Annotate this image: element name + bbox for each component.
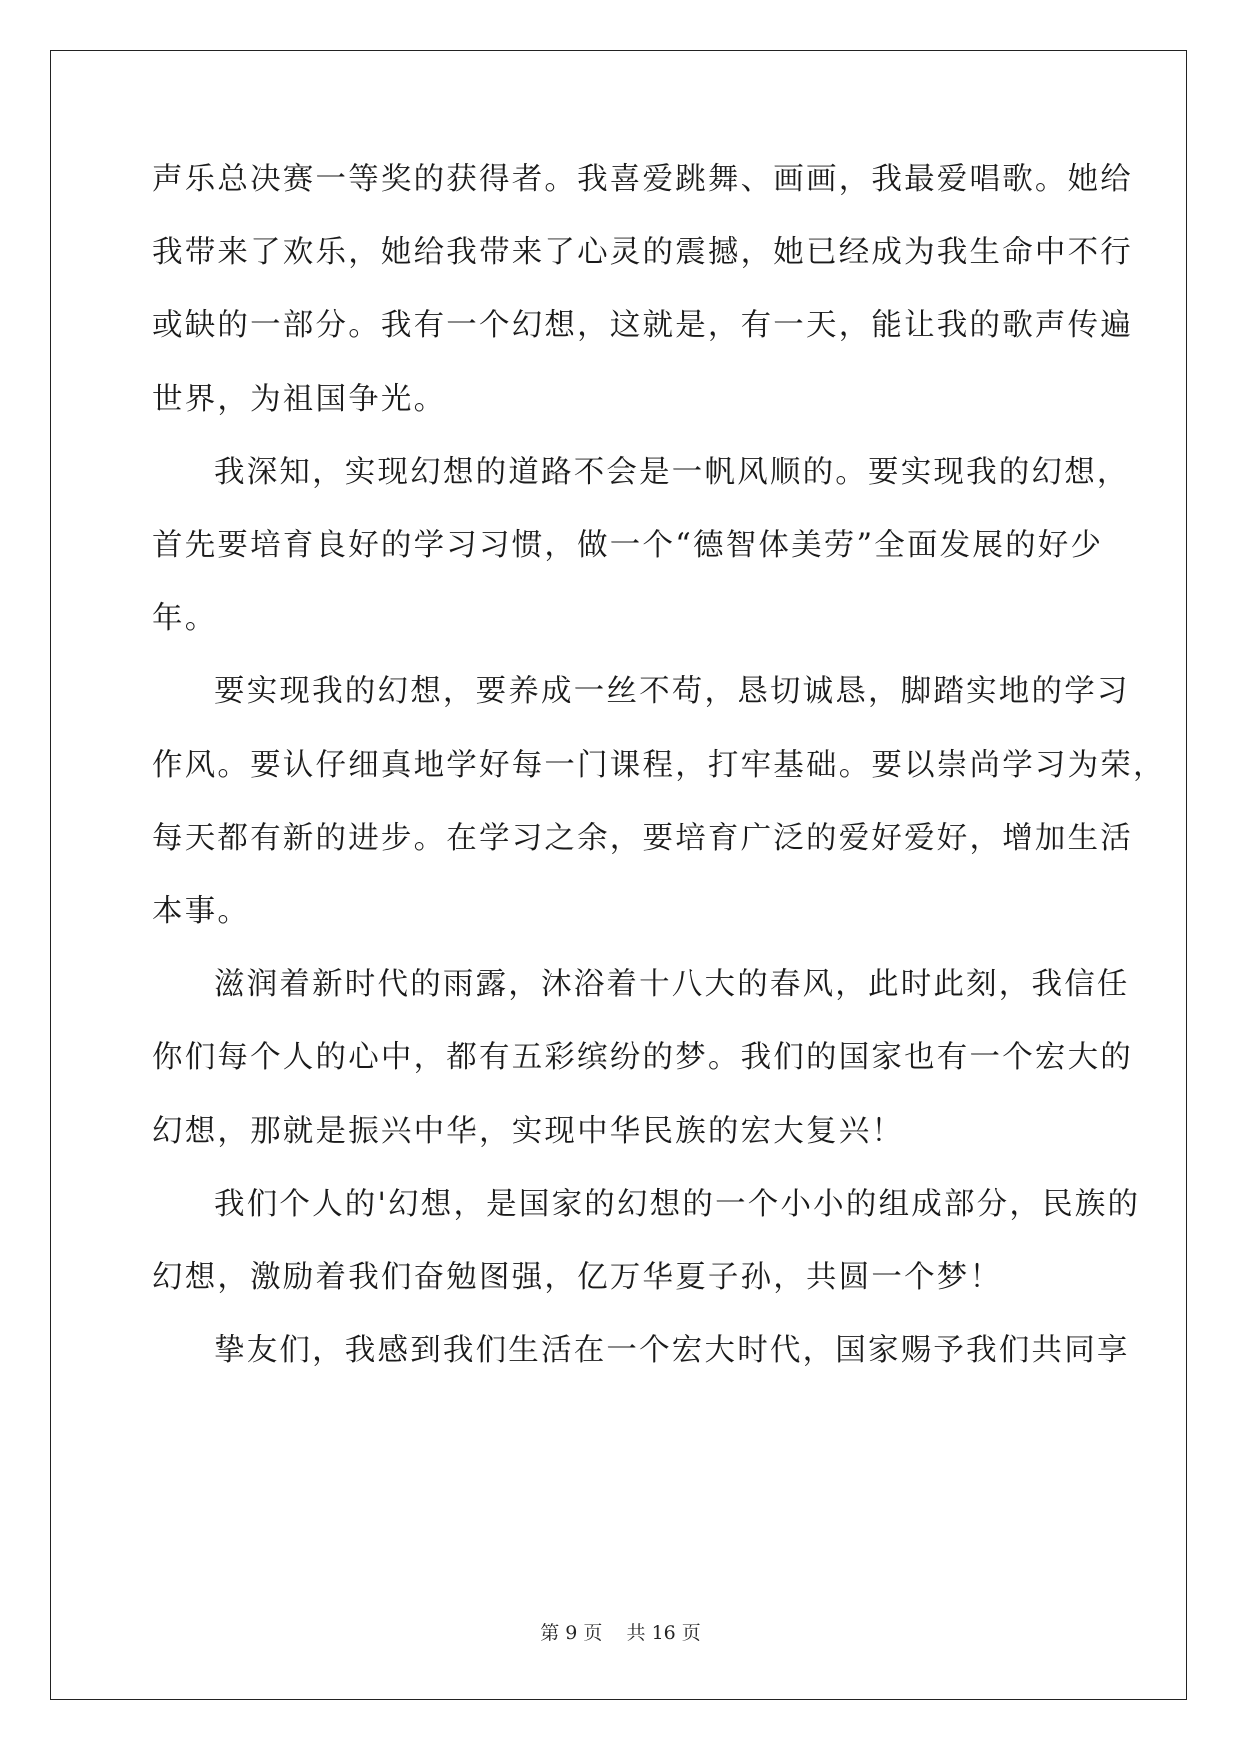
- text-line: 声乐总决赛一等奖的获得者。我喜爱跳舞、画画，我最爱唱歌。她给: [152, 162, 1133, 197]
- text-line: 幻想，那就是振兴中华，实现中华民族的宏大复兴！: [152, 1113, 905, 1149]
- text-line: 或缺的一部分。我有一个幻想，这就是，有一天，能让我的歌声传遍: [152, 308, 1133, 344]
- text-line: 本事。: [152, 894, 251, 929]
- text-line: 作风。要认仔细真地学好每一门课程，打牢基础。要以崇尚学习为荣，: [152, 747, 1166, 783]
- text-line: 滋润着新时代的雨露，沐浴着十八大的春风，此时此刻，我信任: [214, 967, 1130, 1003]
- text-line: 我带来了欢乐，她给我带来了心灵的震撼，她已经成为我生命中不行: [152, 235, 1133, 271]
- text-line: 首先要培育良好的学习习惯，做一个“德智体美劳”全面发展的好少: [152, 528, 1104, 563]
- text-line: 要实现我的幻想，要养成一丝不苟，恳切诚恳，脚踏实地的学习: [214, 674, 1130, 710]
- text-line: 我们个人的'幻想，是国家的幻想的一个小小的组成部分，民族的: [214, 1186, 1141, 1222]
- text-line: 幻想，激励着我们奋勉图强，亿万华夏子孙，共圆一个梦！: [152, 1260, 1003, 1295]
- page-number-footer: 第 9 页 共 16 页: [540, 1622, 701, 1644]
- text-line: 年。: [152, 601, 218, 637]
- text-line: 你们每个人的心中，都有五彩缤纷的梦。我们的国家也有一个宏大的: [152, 1040, 1133, 1076]
- text-line: 我深知，实现幻想的道路不会是一帆风顺的。要实现我的幻想，: [214, 454, 1130, 490]
- text-line: 每天都有新的进步。在学习之余，要培育广泛的爱好爱好，增加生活: [152, 820, 1133, 856]
- text-line: 世界，为祖国争光。: [152, 381, 447, 417]
- text-line: 挚友们，我感到我们生活在一个宏大时代，国家赐予我们共同享: [214, 1333, 1130, 1369]
- page-border: [50, 50, 1187, 1700]
